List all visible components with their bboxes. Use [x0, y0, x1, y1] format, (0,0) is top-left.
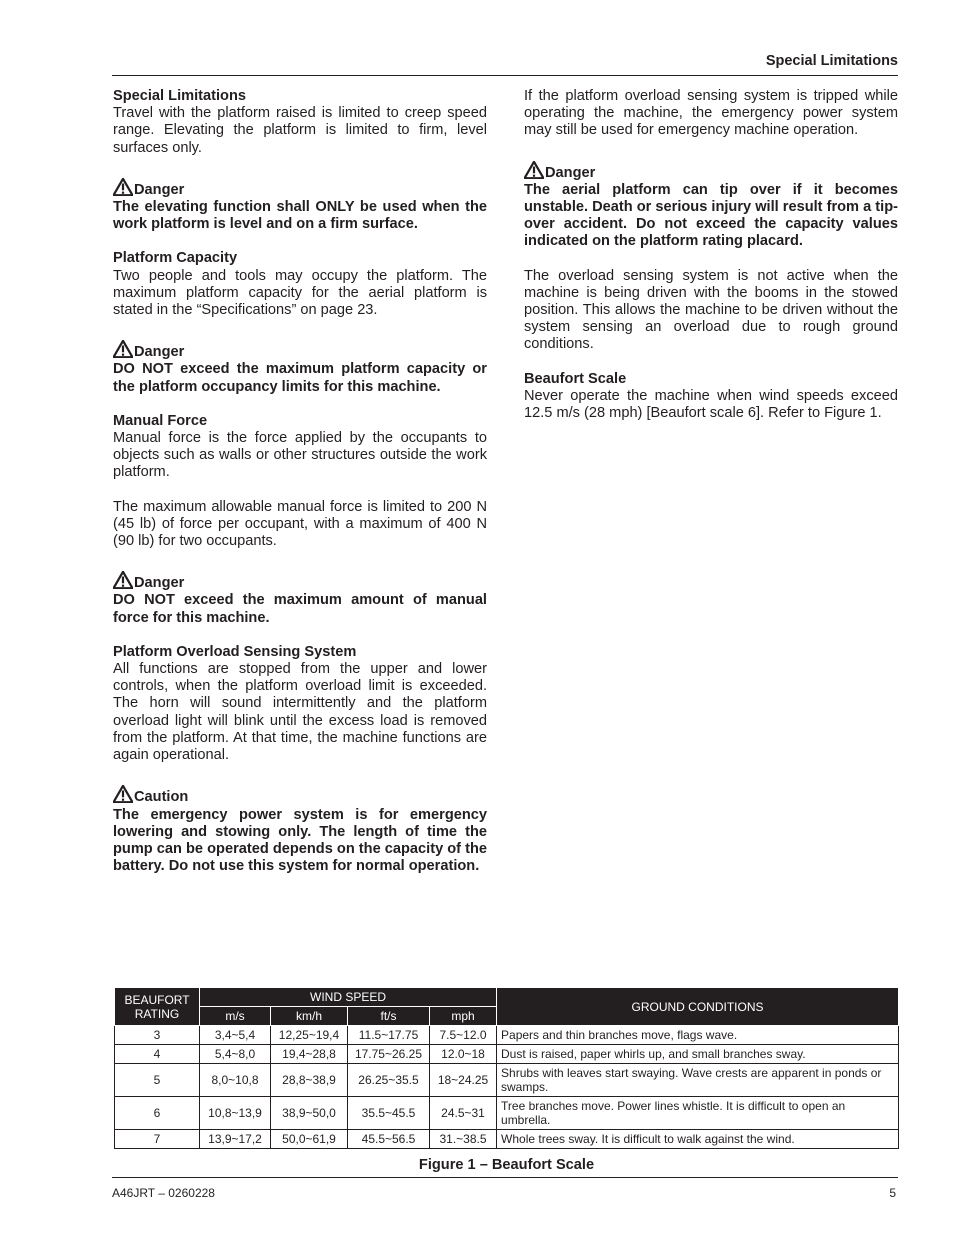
- warning-triangle-icon: [113, 785, 133, 803]
- caution-heading: [113, 785, 487, 806]
- footer-rule: [112, 1177, 898, 1178]
- warning-triangle-icon: [524, 161, 544, 179]
- col-header-wind-speed: WIND SPEED: [200, 988, 497, 1007]
- danger-text: DO NOT exceed the maximum amount of manual force for this machine.: [113, 592, 487, 626]
- table-cell: 18~24.25: [430, 1064, 497, 1097]
- table-cell: 7: [115, 1130, 200, 1149]
- table-cell: 4: [115, 1045, 200, 1064]
- intro-paragraph: Travel with the platform raised is limited to creep speed range. Elevating the platform is limited to firm, level surfaces only.: [113, 105, 487, 156]
- table-cell: 11.5~17.75: [348, 1026, 430, 1045]
- table-cell: 6: [115, 1097, 200, 1130]
- left-column: [113, 88, 487, 875]
- figure-caption: Figure 1 – Beaufort Scale: [418, 1157, 595, 1173]
- table-row: [115, 1026, 899, 1045]
- table-row: [115, 1097, 899, 1130]
- col-header-unit: m/s: [200, 1007, 271, 1026]
- danger-heading: [113, 178, 487, 199]
- table-cell: 5,4~8,0: [200, 1045, 271, 1064]
- beaufort-table: [114, 987, 899, 1149]
- table-cell: 5: [115, 1064, 200, 1097]
- table-cell: 28,8~38,9: [271, 1064, 348, 1097]
- danger-label: Danger: [134, 181, 185, 198]
- page-header-title: Special Limitations: [765, 53, 898, 69]
- table-cell: 7.5~12.0: [430, 1026, 497, 1045]
- danger-heading: [113, 340, 487, 361]
- warning-triangle-icon: [113, 178, 133, 196]
- warning-triangle-icon: [113, 571, 133, 589]
- overload-sensing-text: All functions are stopped from the upper and lower controls, when the platform overload limit is exceeded. The horn will sound intermittently and the platform overload light will blink until the excess load is removed from the platform. At that time, the machine functions are again operational.: [113, 661, 487, 764]
- platform-capacity-heading: Platform Capacity: [113, 250, 238, 267]
- table-cell: 26.25~35.5: [348, 1064, 430, 1097]
- table-cell: 45.5~56.5: [348, 1130, 430, 1149]
- table-cell: Papers and thin branches move, flags wave.: [497, 1026, 899, 1045]
- warning-triangle-icon: [113, 340, 133, 358]
- table-cell: Whole trees sway. It is difficult to walk against the wind.: [497, 1130, 899, 1149]
- table-cell: 19,4~28,8: [271, 1045, 348, 1064]
- table-cell: 13,9~17,2: [200, 1130, 271, 1149]
- danger-heading: [113, 571, 487, 592]
- table-cell: 17.75~26.25: [348, 1045, 430, 1064]
- header-rule: [112, 75, 898, 76]
- section-title: Special Limitations: [113, 88, 246, 104]
- table-cell: Tree branches move. Power lines whistle. It is difficult to open an umbrella.: [497, 1097, 899, 1130]
- emergency-power-text: If the platform overload sensing system is tripped while operating the machine, the emergency power system may still be used for emergency machine operation.: [524, 88, 898, 139]
- table-cell: 8,0~10,8: [200, 1064, 271, 1097]
- overload-inactive-text: The overload sensing system is not active when the machine is being driven with the booms in the stowed position. This allows the machine to be driven without the system sensing an overload due to rough ground conditions.: [524, 267, 898, 353]
- footer-doc-id: A46JRT – 0260228: [112, 1186, 215, 1200]
- right-column: [524, 88, 898, 422]
- caution-text: The emergency power system is for emergency lowering and stowing only. The length of time the pump can be operated depends on the capacity of the battery. Do not use this system for normal operation.: [113, 806, 487, 875]
- platform-capacity-text: Two people and tools may occupy the platform. The maximum platform capacity for the aerial platform is stated in the “Specifications” on page 23.: [113, 267, 487, 319]
- table-row: [115, 1064, 899, 1097]
- danger-text: DO NOT exceed the maximum platform capacity or the platform occupancy limits for this machine.: [113, 361, 487, 395]
- danger-heading: [524, 161, 898, 182]
- caution-label: Caution: [134, 789, 189, 806]
- beaufort-scale-heading: Beaufort Scale: [524, 370, 627, 387]
- col-header-rating: BEAUFORT RATING: [115, 988, 200, 1026]
- table-cell: 10,8~13,9: [200, 1097, 271, 1130]
- footer-page-number: 5: [889, 1186, 896, 1200]
- manual-force-heading: Manual Force: [113, 412, 208, 429]
- beaufort-scale-text: Never operate the machine when wind speeds exceed 12.5 m/s (28 mph) [Beaufort scale 6]. Refer to Figure 1.: [524, 387, 898, 422]
- manual-force-limit-text: The maximum allowable manual force is limited to 200 N (45 lb) of force per occupant, with a maximum of 400 N (90 lb) for two occupants.: [113, 498, 487, 550]
- table-cell: 35.5~45.5: [348, 1097, 430, 1130]
- table-cell: 3,4~5,4: [200, 1026, 271, 1045]
- table-cell: 3: [115, 1026, 200, 1045]
- table-cell: Dust is raised, paper whirls up, and small branches sway.: [497, 1045, 899, 1064]
- danger-label: Danger: [134, 344, 185, 361]
- table-row: [115, 1130, 899, 1149]
- table-cell: 24.5~31: [430, 1097, 497, 1130]
- table-row: [115, 1045, 899, 1064]
- table-cell: 12,25~19,4: [271, 1026, 348, 1045]
- danger-text: The aerial platform can tip over if it becomes unstable. Death or serious injury will result from a tip-over accident. Do not exceed the capacity values indicated on the platform rating placard.: [524, 181, 898, 250]
- table-cell: Shrubs with leaves start swaying. Wave crests are apparent in ponds or swamps.: [497, 1064, 899, 1097]
- col-header-unit: km/h: [271, 1007, 348, 1026]
- col-header-unit: mph: [430, 1007, 497, 1026]
- table-cell: 31.~38.5: [430, 1130, 497, 1149]
- col-header-ground-conditions: GROUND CONDITIONS: [497, 988, 899, 1026]
- danger-label: Danger: [134, 575, 185, 592]
- overload-sensing-heading: Platform Overload Sensing System: [113, 643, 357, 660]
- col-header-unit: ft/s: [348, 1007, 430, 1026]
- table-cell: 50,0~61,9: [271, 1130, 348, 1149]
- danger-label: Danger: [545, 164, 596, 181]
- table-cell: 12.0~18: [430, 1045, 497, 1064]
- manual-force-text: Manual force is the force applied by the occupants to objects such as walls or other structures outside the work platform.: [113, 430, 487, 481]
- table-cell: 38,9~50,0: [271, 1097, 348, 1130]
- danger-text: The elevating function shall ONLY be used when the work platform is level and on a firm surface.: [113, 199, 487, 233]
